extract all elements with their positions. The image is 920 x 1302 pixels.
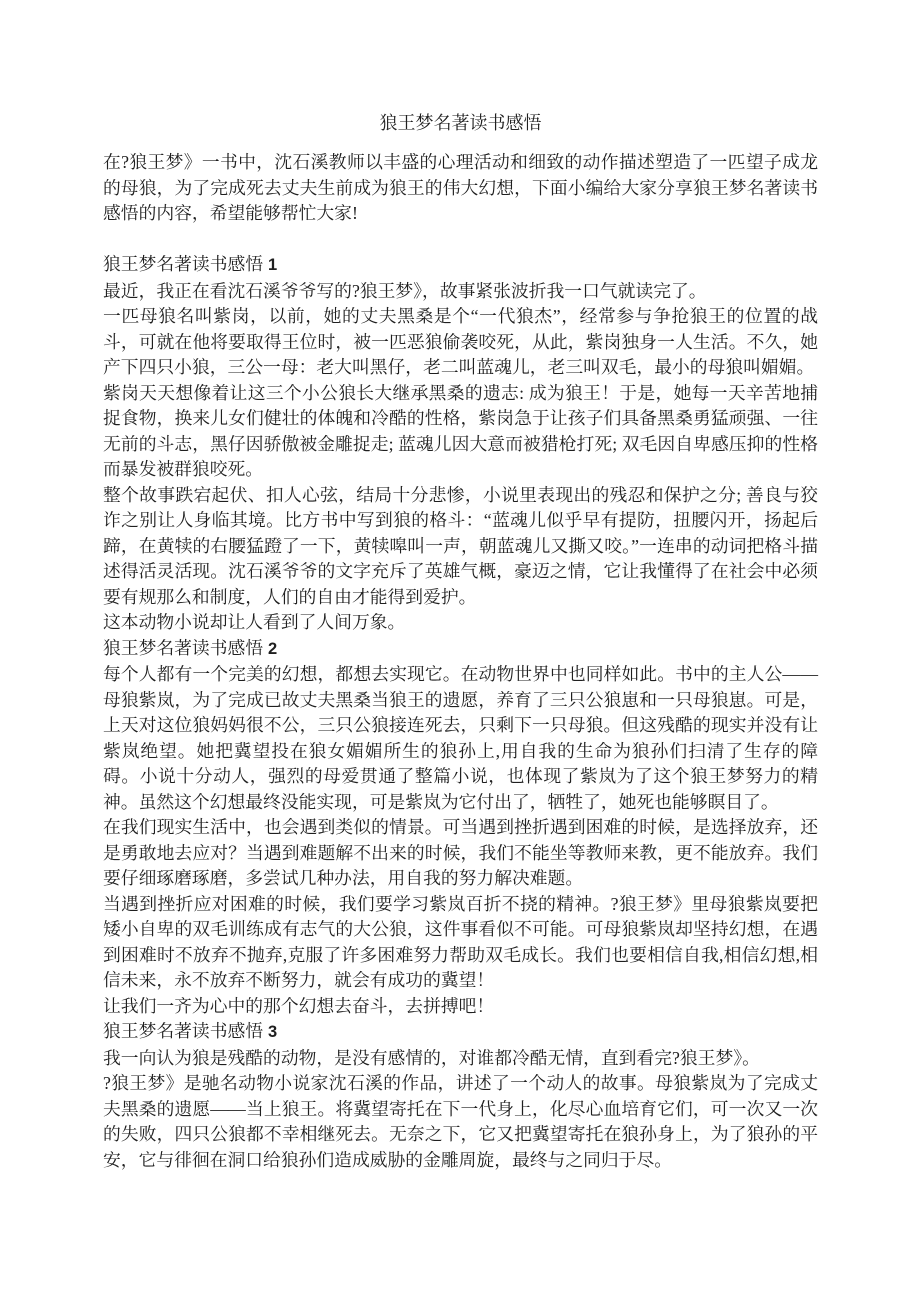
section-1-heading <box>103 252 818 279</box>
section-3-heading-label: 狼王梦名著读书感悟 <box>103 1021 264 1041</box>
section-2-paragraph-1: 每个人都有一个完美的幻想，都想去实现它。在动物世界中也同样如此。书中的主人公——母狼紫岚，为了完成已故丈夫黑桑当狼王的遗愿，养育了三只公狼崽和一只母狼崽。可是，上天对这位狼妈妈很不公，三只公狼接连死去，只剩下一只母狼。但这残酷的现实并没有让紫岚绝望。她把冀望投在狼女媚媚所生的狼孙上,用自我的生命为狼孙们扫清了生存的障碍。小说十分动人，强烈的母爱贯通了整篇小说，也体现了紫岚为了这个狼王梦努力的精神。虽然这个幻想最终没能实现，可是紫岚为它付出了，牺牲了，她死也能够瞑目了。 <box>103 664 818 812</box>
section-2-heading-number: 2 <box>268 639 278 658</box>
section-1-paragraph-3: 紫岗天天想像着让这三个小公狼长大继承黑桑的遗志: 成为狼王！于是，她每一天辛苦地捕捉食物，换来儿女们健壮的体魄和冷酷的性格，紫岗急于让孩子们具备黑桑勇猛顽强、一往无前的斗志，黑仔因骄傲被金雕捉走; 蓝魂儿因大意而被猎枪打死; 双毛因自卑感压抑的性格而暴发被群狼咬死。 <box>103 382 818 479</box>
document-title: 狼王梦名著读书感悟 <box>379 113 542 133</box>
section-2-heading-label: 狼王梦名著读书感悟 <box>103 637 264 658</box>
section-1-heading-label: 狼王梦名著读书感悟 <box>103 254 264 274</box>
section-3-heading <box>103 1019 818 1046</box>
section-1-paragraph-5: 这本动物小说却让人看到了人间万象。 <box>103 612 406 632</box>
section-1-paragraph-4: 整个故事跌宕起伏、扣人心弦，结局十分悲惨，小说里表现出的残忍和保护之分; 善良与狡诈之别让人身临其境。比方书中写到狼的格斗：“蓝魂儿似乎早有提防，扭腰闪开，扬起后蹄，在黄犊的右腰猛蹬了一下，黄犊嗥叫一声，朝蓝魂儿又撕又咬。”一连串的动词把格斗描述得活灵活现。沈石溪爷爷的文字充斥了英雄气概，豪迈之情，它让我懂得了在社会中必须要有规那么和制度，人们的自由才能得到爱护。 <box>103 484 818 607</box>
section-1-heading-number: 1 <box>268 256 278 274</box>
section-3-heading-number: 3 <box>268 1023 278 1041</box>
intro-paragraph: 在?狼王梦》一书中，沈石溪教师以丰盛的心理活动和细致的动作描述塑造了一匹望子成龙的母狼，为了完成死去丈夫生前成为狼王的伟大幻想，下面小编给大家分享狼王梦名著读书感悟的内容，希望能够帮忙大家! <box>103 152 818 223</box>
section-1-paragraph-1: 最近，我正在看沈石溪爷爷写的?狼王梦》，故事紧张波折我一口气就读完了。 <box>103 280 707 301</box>
section-2-heading <box>103 636 818 663</box>
section-3-paragraph-2: ?狼王梦》是驰名动物小说家沈石溪的作品，讲述了一个动人的故事。母狼紫岚为了完成丈夫黑桑的遗愿——当上狼王。将冀望寄托在下一代身上，化尽心血培育它们，可一次又一次的失败，四只公狼都不幸相继死去。无奈之下，它又把冀望寄托在狼孙身上，为了狼孙的平安，它与徘徊在洞口给狼孙们造成威胁的金雕周旋，最终与之同归于尽。 <box>103 1073 818 1170</box>
section-2-paragraph-4: 让我们一齐为心中的那个幻想去奋斗，去拼搏吧！ <box>103 995 495 1016</box>
section-2-paragraph-3: 当遇到挫折应对困难的时候，我们要学习紫岚百折不挠的精神。?狼王梦》里母狼紫岚要把矮小自卑的双毛训练成有志气的大公狼，这件事看似不可能。可母狼紫岚却坚持幻想，在遇到困难时不放弃不抛弃,克服了许多困难努力帮助双毛成长。我们也要相信自我,相信幻想,相信未来，永不放弃不断努力，就会有成功的冀望！ <box>103 893 818 990</box>
blank-line <box>103 227 818 253</box>
section-1-paragraph-2: 一匹母狼名叫紫岗，以前，她的丈夫黑桑是个“一代狼杰”，经常参与争抢狼王的位置的战斗，可就在他将要取得王位时，被一匹恶狼偷袭咬死，从此，紫岗独身一人生活。不久，她产下四只小狼，三公一母：老大叫黑仔，老二叫蓝魂儿，老三叫双毛，最小的母狼叫媚媚。 <box>103 306 818 377</box>
section-2-paragraph-2: 在我们现实生活中，也会遇到类似的情景。可当遇到挫折遇到困难的时候，是选择放弃，还是勇敢地去应对？当遇到难题解不出来的时候，我们不能坐等教师来教，更不能放弃。我们要仔细琢磨琢磨，多尝试几种办法，用自我的努力解决难题。 <box>103 817 818 888</box>
section-3-paragraph-1: 我一向认为狼是残酷的动物，是没有感情的，对谁都冷酷无情，直到看完?狼王梦》。 <box>103 1047 760 1068</box>
